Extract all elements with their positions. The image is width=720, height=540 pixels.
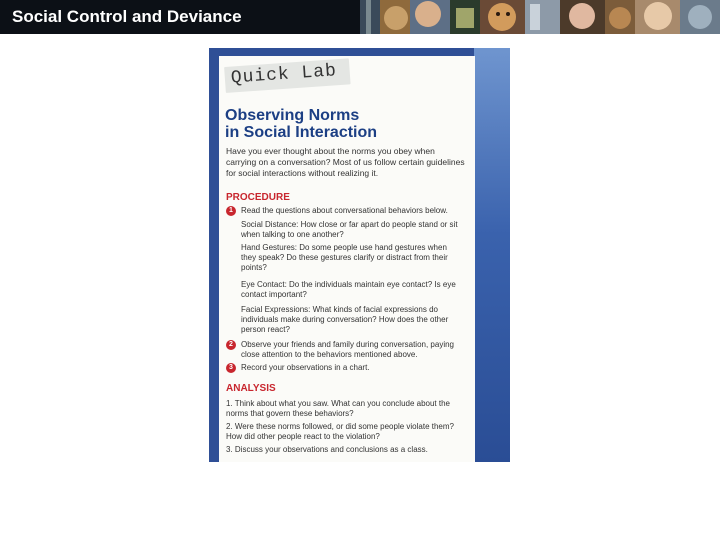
step-number-badge: 1 <box>226 206 236 216</box>
header-collage-image <box>360 0 720 34</box>
step-text: Observe your friends and family during conversation, paying close attention to the behaviors mentioned above. <box>241 340 454 359</box>
question-social-distance: Social Distance: How close or far apart do people stand or sit when talking to one another? <box>241 220 458 239</box>
question-hand-gestures: Hand Gestures: Do some people use hand gestures when they speak? Do these gestures clarify or distract from their points? <box>241 243 448 272</box>
step-number-badge: 3 <box>226 363 236 373</box>
step-text: Record your observations in a chart. <box>241 363 370 372</box>
step-number-badge: 2 <box>226 340 236 350</box>
analysis-item: 2. Were these norms followed, or did some people violate them? How did other people react to the violation? <box>226 422 454 441</box>
decorative-side-strip <box>474 48 510 462</box>
quick-lab-page <box>209 48 510 462</box>
step-text: Read the questions about conversational behaviors below. <box>241 206 448 215</box>
lab-title-line-1: Observing Norms <box>225 107 360 124</box>
analysis-item: 3. Discuss your observations and conclusions as a class. <box>226 445 428 454</box>
lab-title-line-2: in Social Interaction <box>225 124 378 141</box>
question-eye-contact: Eye Contact: Do the individuals maintain eye contact? Is eye contact important? <box>241 280 456 299</box>
header-banner <box>0 0 720 34</box>
slide-title: Social Control and Deviance <box>12 7 242 26</box>
lab-intro: Have you ever thought about the norms you obey when carrying on a conversation? Most of us follow certain guidelines for social interactions without realizing it. <box>226 146 465 178</box>
lab-title <box>225 107 465 141</box>
quick-lab-badge-text: Quick Lab <box>230 61 338 89</box>
procedure-heading: PROCEDURE <box>226 192 290 203</box>
analysis-item: 1. Think about what you saw. What can you conclude about the norms that govern these behaviors? <box>226 399 450 418</box>
analysis-heading: ANALYSIS <box>226 383 276 394</box>
question-facial-expressions: Facial Expressions: What kinds of facial expressions do individuals make during conversation? How does the other person react? <box>241 305 449 334</box>
